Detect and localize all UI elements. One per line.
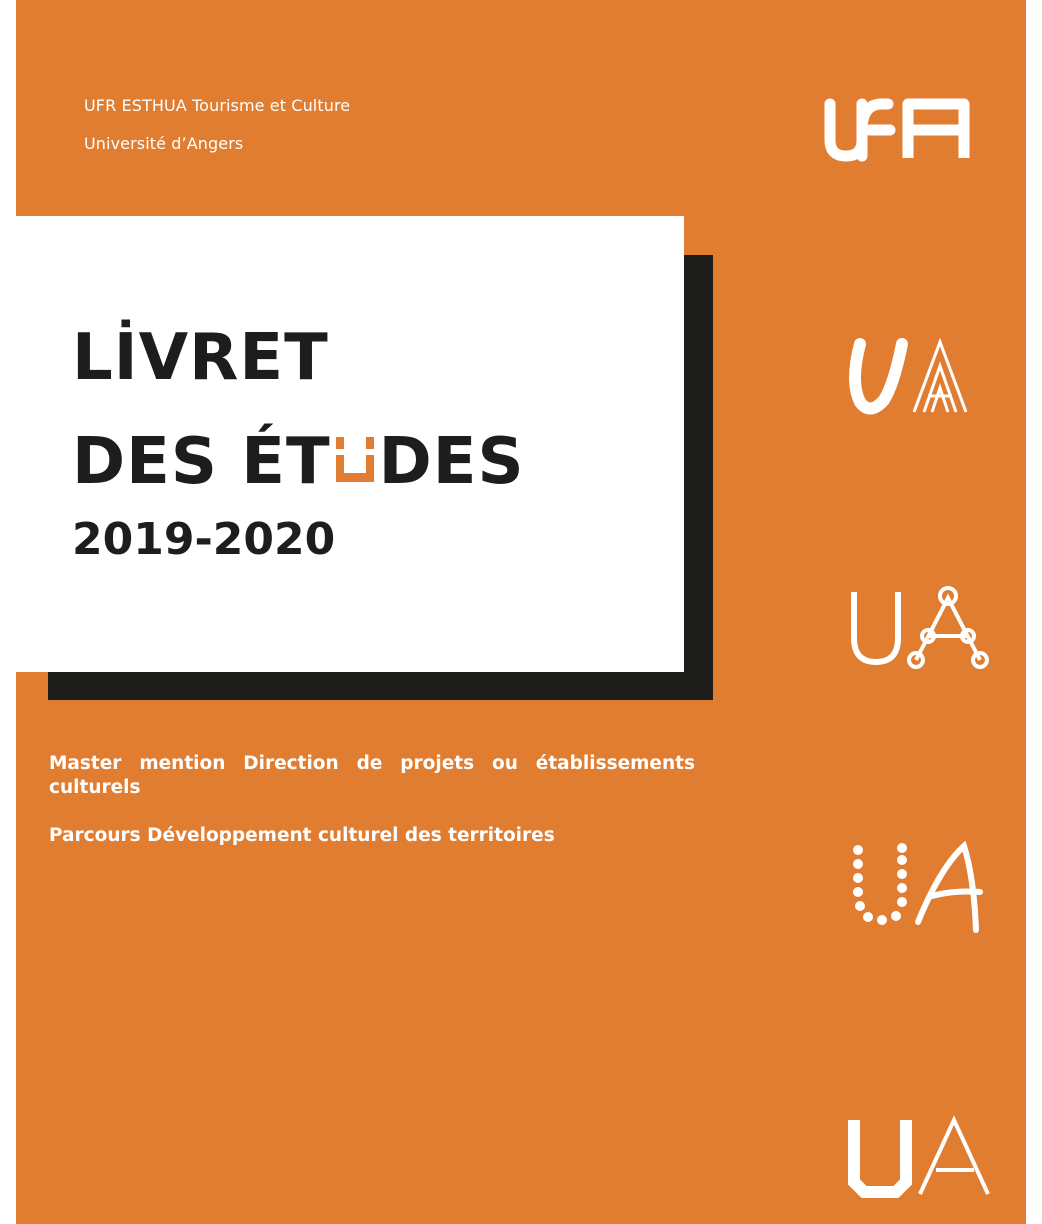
master-mention: Master mention Direction de projets ou établissements culturels: [49, 753, 695, 798]
academic-year: 2019-2020: [72, 514, 336, 565]
stylized-u-left-bottom: [336, 455, 344, 473]
ua-logo-script-icon: [836, 332, 996, 422]
stylized-u-right-top: [366, 437, 374, 449]
title-card: [16, 216, 684, 672]
stylized-u-bottom: [336, 473, 374, 482]
ufr-logo-icon: [816, 90, 996, 170]
ua-logo-pixel-icon: [836, 1112, 1001, 1202]
stylized-u-left-top: [336, 437, 344, 449]
title-line-2-prefix: DES ÉT: [72, 425, 331, 499]
ua-logo-dots-icon: [836, 838, 1001, 938]
university-name: Université d’Angers: [84, 134, 244, 153]
title-line-2: [72, 425, 525, 499]
stylized-u-icon: [333, 435, 377, 485]
title-line-2-suffix: DES: [378, 425, 525, 499]
cover-page: [16, 0, 1026, 1224]
faculty-name: UFR ESTHUA Tourisme et Culture: [84, 96, 351, 115]
stylized-u-right-bottom: [366, 455, 374, 473]
ua-logo-nodes-icon: [836, 582, 1001, 672]
title-line-1: LİVRET: [72, 321, 329, 395]
parcours-name: Parcours Développement culturel des territoires: [49, 825, 555, 846]
